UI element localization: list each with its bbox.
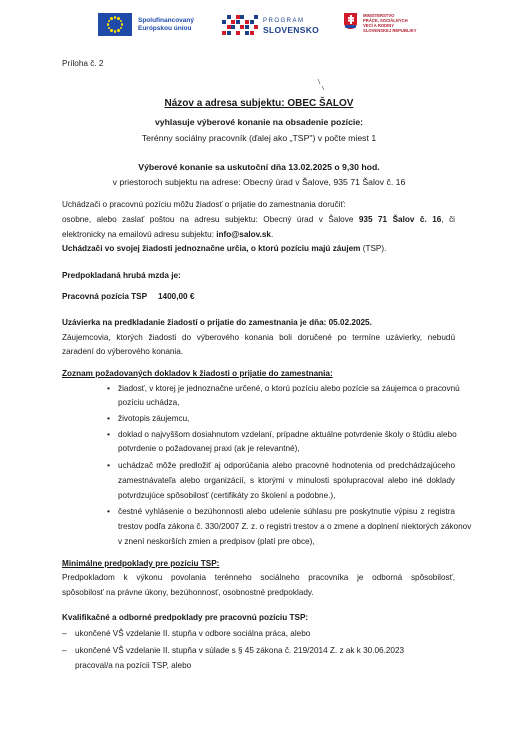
document-item-3-line-1: doklad o najvyššom dosiahnutom vzdelaní, prípadne aktuálne potvrdenie školy o štúdiu alebo	[118, 430, 457, 439]
logo-square-icon	[250, 20, 254, 24]
eu-logo-text: Spolufinancovaný Európskou úniou	[138, 16, 194, 32]
program-logo-text: PROGRAM SLOVENSKO	[263, 18, 320, 35]
document-item-4-line-2: zamestnávateľa alebo organizácií, s ktorými v minulosti spolupracoval alebo iné doklady	[118, 476, 455, 485]
bullet-icon: •	[107, 383, 110, 393]
page-title: Názov a adresa subjektu: OBEC ŠALOV	[164, 98, 354, 109]
salary-label: Pracovná pozícia TSP	[62, 292, 148, 301]
salary-heading: Predpokladaná hrubá mzda je:	[62, 271, 181, 280]
selection-date: Výberové konanie sa uskutoční dňa 13.02.2025 o 9,30 hod.	[138, 162, 380, 172]
minimum-line-2: spôsobilosť na právne úkony, bezúhonnosť, osobnostné predpoklady.	[62, 588, 314, 597]
minimum-line-1: Predpokladom k výkonu povolania terénneho sociálneho pracovníka je odborná spôsobilosť,	[62, 573, 455, 582]
logo-square-icon	[254, 15, 258, 19]
application-line-4: Uchádzači vo svojej žiadosti jednoznačne určia, o ktorú pozíciu majú záujem (TSP).	[62, 244, 387, 253]
logo-square-icon	[240, 25, 244, 29]
logo-square-icon	[236, 31, 240, 35]
eu-star-icon	[120, 27, 123, 30]
qualification-item-2-line-2: pracoval/a na pozícii TSP, alebo	[75, 661, 192, 670]
program-slovensko-logo	[222, 15, 319, 37]
email-link[interactable]: info@salov.sk	[216, 230, 271, 239]
bullet-icon: •	[107, 506, 110, 516]
attachment-label: Príloha č. 2	[62, 59, 104, 68]
eu-star-icon	[117, 17, 120, 20]
bullet-icon: •	[107, 460, 110, 470]
slovak-coat-of-arms-icon	[344, 13, 357, 29]
logo-square-icon	[227, 31, 231, 35]
logo-square-icon	[254, 25, 258, 29]
qualification-heading: Kvalifikačné a odborné predpoklady pre pracovnú pozíciu TSP:	[62, 613, 309, 622]
position-line: Terénny sociálny pracovník (ďalej ako „TSP") v počte miest 1	[141, 133, 377, 143]
logo-square-icon	[222, 31, 226, 35]
eu-star-icon	[121, 23, 124, 26]
eu-star-icon	[107, 23, 110, 26]
eu-star-icon	[120, 20, 123, 23]
document-item-5-line-1: čestné vyhlásenie o bezúhonnosti alebo udelenie súhlasu pre poskytnutie výpisu z registra	[118, 507, 455, 516]
deadline-line-1: Záujemcovia, ktorých žiadosti do výberového konania boli doručené po termíne uzávierky, nebudú	[62, 333, 455, 342]
application-line-2: osobne, alebo zaslať poštou na adresu subjektu: Obecný úrad v Šalove 935 71 Šalov č. 16, či	[62, 215, 455, 224]
subtitle: vyhlasuje výberové konanie na obsadenie pozície:	[154, 117, 364, 127]
salary-value: 1400,00 €	[158, 292, 195, 301]
eu-star-icon	[114, 16, 117, 19]
deadline-heading: Uzávierka na predkladanie žiadostí o prijatie do zamestnania je dňa: 05.02.2025.	[62, 318, 372, 327]
eu-logo	[98, 13, 194, 36]
document-item-1-line-2: pozíciu uchádza,	[118, 398, 180, 407]
minimum-heading: Minimálne predpoklady pre pozíciu TSP:	[62, 559, 220, 568]
logo-square-icon	[250, 31, 254, 35]
application-line-3: elektronicky na emailovú adresu subjektu: info@salov.sk.	[62, 230, 274, 239]
qualification-item-2-line-1: ukončené VŠ vzdelanie II. stupňa v súlade s § 45 zákona č. 219/2014 Z. z ak k 30.06.2023	[75, 646, 405, 655]
logo-square-icon	[227, 15, 231, 19]
bullet-icon: •	[107, 429, 110, 439]
document-item-4-line-1: uchádzač môže predložiť aj odporúčania alebo pracovné hodnotenia od predchádzajúceho	[118, 461, 455, 470]
logo-square-icon	[231, 25, 235, 29]
logo-square-icon	[245, 25, 249, 29]
logo-square-icon	[236, 15, 240, 19]
eu-star-icon	[114, 30, 117, 33]
logo-square-icon	[236, 20, 240, 24]
logo-square-icon	[231, 20, 235, 24]
eu-star-icon	[108, 20, 111, 23]
ministry-logo-text: MINISTERSTVO PRÁCE, SOCIÁLNYCH VECÍ A RODINY SLOVENSKEJ REPUBLIKY	[363, 13, 417, 34]
eu-star-icon	[110, 17, 113, 20]
logo-square-icon	[245, 31, 249, 35]
dash-icon: –	[62, 645, 67, 655]
document-item-2-line-1: životopis záujemcu,	[118, 414, 190, 423]
documents-heading: Zoznam požadovaných dokladov k žiadosti o prijatie do zamestnania:	[62, 369, 333, 378]
document-item-1-line-1: žiadosť, v ktorej je jednoznačne určené, o ktorú pozíciu alebo pozície sa záujemca o pracovnú	[118, 384, 460, 393]
document-item-5-line-3: v znení neskorších zmien a predpisov (platí pre obce),	[118, 537, 315, 546]
qualification-item-1: ukončené VŠ vzdelanie II. stupňa v odbore sociálna práca, alebo	[75, 629, 311, 638]
program-slovensko-logo-icon	[222, 15, 260, 37]
logo-square-icon	[245, 20, 249, 24]
logo-square-icon	[222, 20, 226, 24]
deadline-line-2: zaradení do výberového konania.	[62, 347, 184, 356]
document-item-4-line-3: potvrdzujúce spôsobilosť (certifikáty zo školení a podobne.),	[118, 491, 336, 500]
pen-mark-icon	[316, 78, 326, 92]
document-item-5-line-2: trestov podľa zákona č. 330/2007 Z. z. o registri trestov a o zmene a doplnení niektorých zákonov	[118, 522, 472, 531]
bullet-icon: •	[107, 413, 110, 423]
ministry-logo	[344, 13, 417, 33]
logo-square-icon	[227, 25, 231, 29]
eu-star-icon	[117, 29, 120, 32]
application-line-1: Uchádzači o pracovnú pozíciu môžu žiadosť o prijatie do zamestnania doručiť:	[62, 200, 346, 209]
selection-place: v priestoroch subjektu na adrese: Obecný úrad v Šalove, 935 71 Šalov č. 16	[112, 177, 406, 187]
dash-icon: –	[62, 628, 67, 638]
eu-flag-icon	[98, 13, 132, 36]
logo-square-icon	[240, 15, 244, 19]
document-item-3-line-2: potvrdenie o požadovanej praxi (ak je relevantné),	[118, 444, 300, 453]
eu-star-icon	[110, 29, 113, 32]
